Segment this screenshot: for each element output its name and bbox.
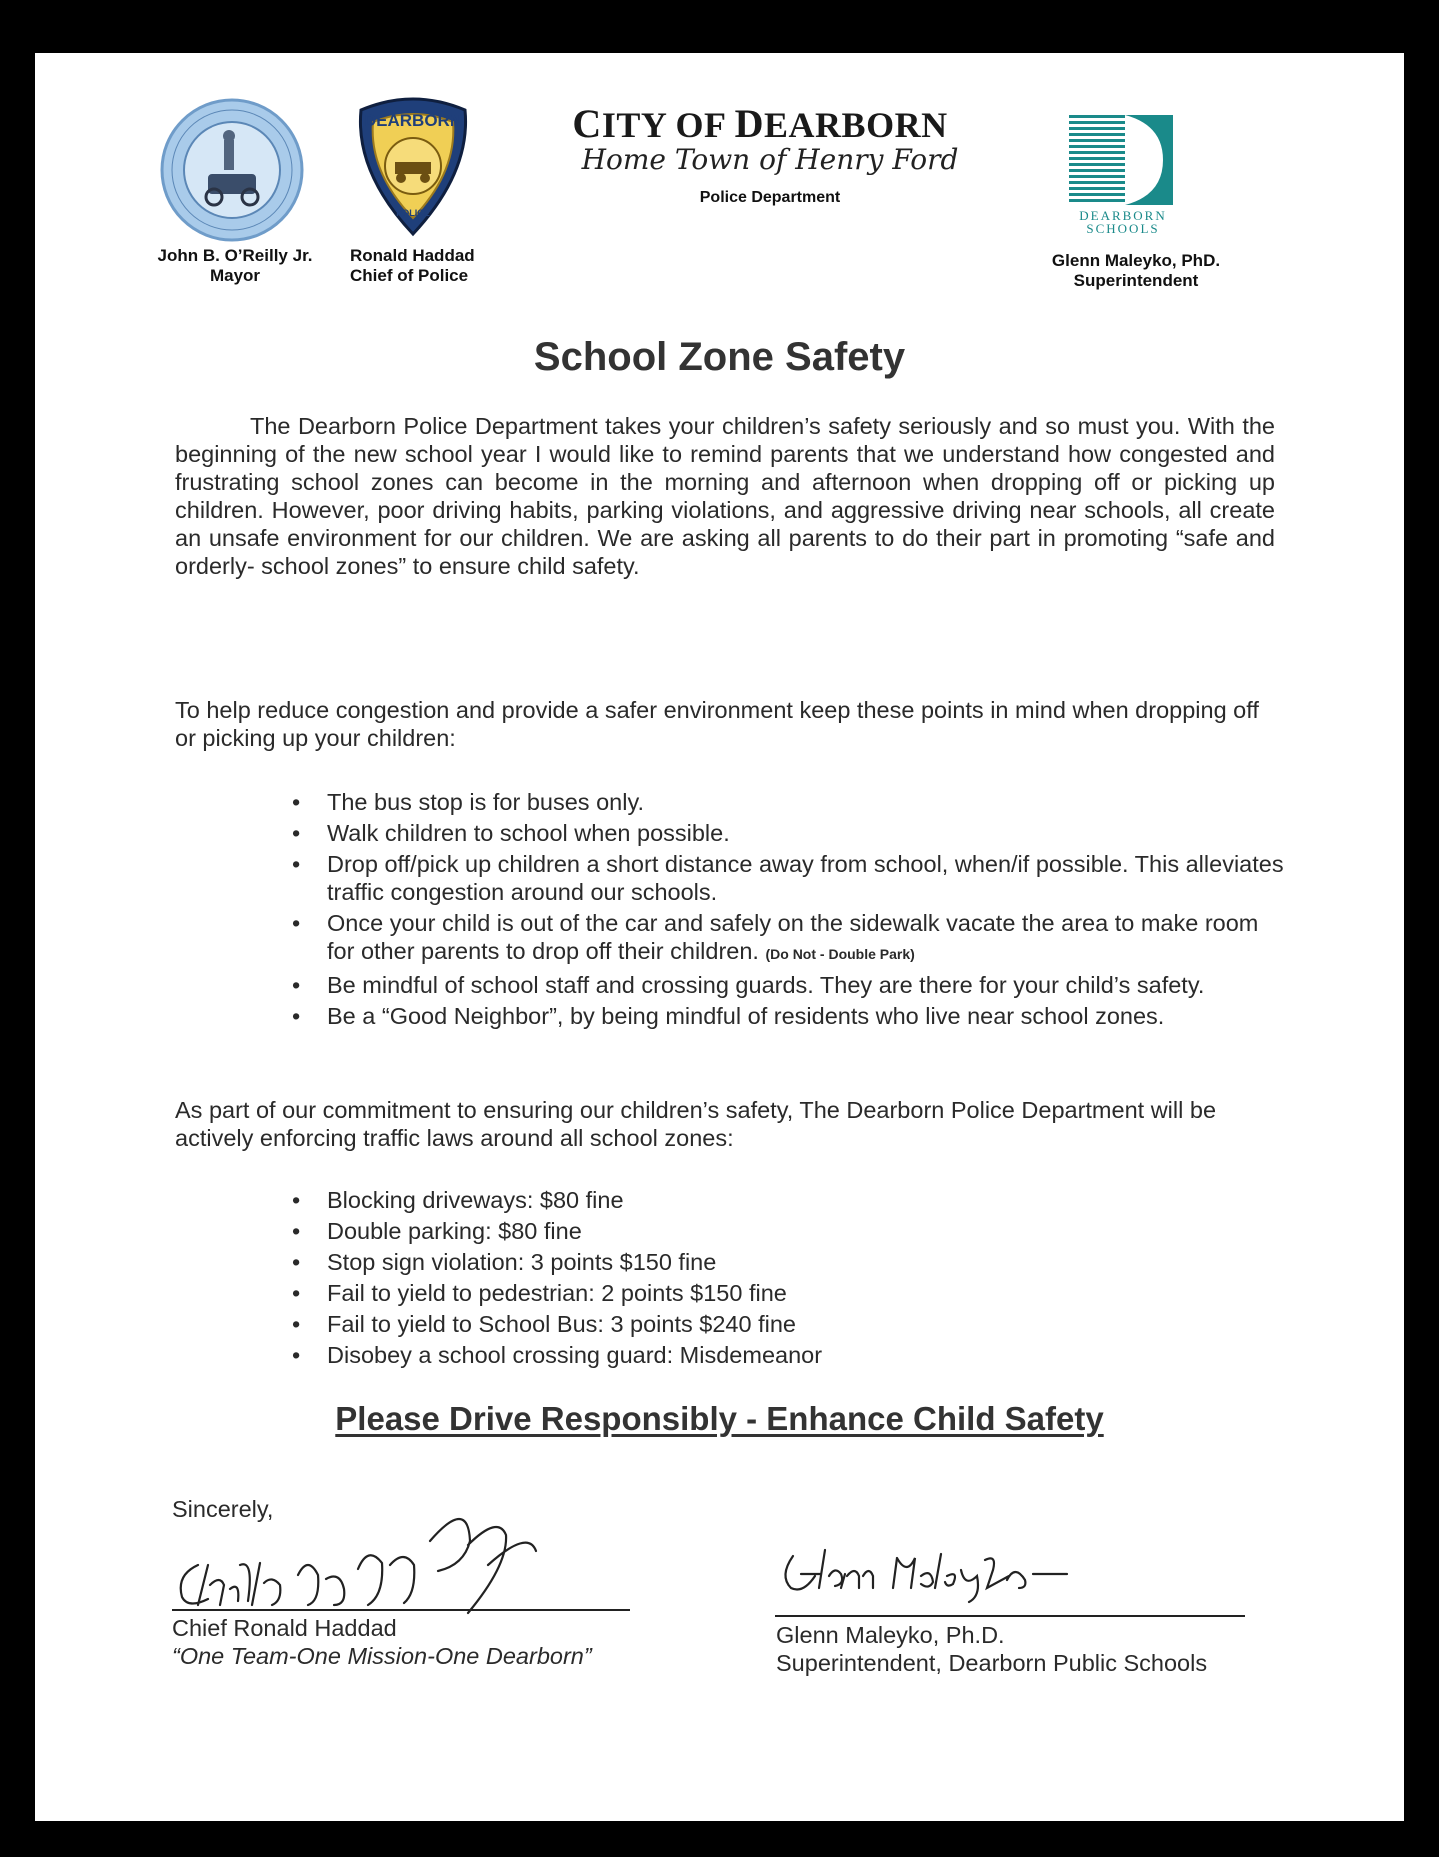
badge-subtext: POLICE bbox=[396, 208, 430, 218]
dearborn-schools-logo bbox=[1063, 109, 1183, 239]
list-item bbox=[255, 850, 1285, 906]
mayor-name: John B. O’Reilly Jr. bbox=[157, 246, 313, 265]
fine-text: Disobey a school crossing guard: Misdemeanor bbox=[327, 1342, 823, 1368]
police-badge-logo bbox=[351, 92, 475, 238]
city-name-heading bbox=[530, 100, 990, 147]
bullet-icon: • bbox=[292, 1342, 301, 1368]
city-name-earborn: EARBORN bbox=[764, 105, 948, 145]
chief-signature bbox=[168, 1505, 608, 1615]
page-title: School Zone Safety bbox=[533, 335, 906, 379]
fine-text: Double parking: $80 fine bbox=[327, 1218, 582, 1244]
tip-text: Walk children to school when possible. bbox=[327, 820, 730, 846]
list-item bbox=[255, 1002, 1285, 1030]
chief-signatory-block bbox=[172, 1614, 592, 1670]
tip-text: Be mindful of school staff and crossing guards. They are there for your child’s safety. bbox=[327, 972, 1205, 998]
list-item bbox=[255, 1341, 1285, 1369]
superintendent-title: Superintendent bbox=[1073, 271, 1199, 290]
list-item bbox=[255, 909, 1285, 968]
bullet-icon: • bbox=[292, 1311, 301, 1337]
tip-text: Be a “Good Neighbor”, by being mindful of residents who live near school zones. bbox=[327, 1003, 1165, 1029]
superintendent-signatory-title: Superintendent, Dearborn Public Schools bbox=[776, 1650, 1208, 1676]
chief-motto: “One Team-One Mission-One Dearborn” bbox=[172, 1643, 592, 1669]
bullet-icon: • bbox=[292, 851, 301, 877]
superintendent-name: Glenn Maleyko, PhD. bbox=[1051, 251, 1221, 270]
mayor-caption bbox=[150, 246, 320, 286]
city-name-ity-of: ITY OF bbox=[601, 105, 735, 145]
city-name-d: D bbox=[734, 101, 765, 146]
list-item bbox=[255, 971, 1285, 999]
list-item bbox=[255, 1186, 1285, 1214]
bullet-icon: • bbox=[292, 820, 301, 846]
enforcement-paragraph: As part of our commitment to ensuring our children’s safety, The Dearborn Police Department will be actively enforcing traffic laws around all school zones: bbox=[175, 1097, 1217, 1151]
chief-caption bbox=[350, 246, 510, 286]
bullet-icon: • bbox=[292, 972, 301, 998]
chief-title: Chief of Police bbox=[350, 266, 469, 285]
closing-text: Sincerely, bbox=[172, 1496, 274, 1522]
bullet-icon: • bbox=[292, 910, 301, 936]
tip-text: The bus stop is for buses only. bbox=[327, 789, 644, 815]
fines-list bbox=[255, 1186, 1285, 1372]
bullet-icon: • bbox=[292, 1249, 301, 1275]
bullet-icon: • bbox=[292, 1218, 301, 1244]
department-name: Police Department bbox=[699, 189, 841, 206]
city-seal-logo bbox=[158, 96, 306, 244]
superintendent-caption bbox=[1026, 251, 1246, 291]
list-item bbox=[255, 788, 1285, 816]
bullet-icon: • bbox=[292, 789, 301, 815]
tips-list bbox=[255, 788, 1285, 1033]
fine-text: Fail to yield to School Bus: 3 points $240 fine bbox=[327, 1311, 796, 1337]
superintendent-signatory-name: Glenn Maleyko, Ph.D. bbox=[776, 1622, 1005, 1648]
signature-line-right bbox=[775, 1615, 1245, 1617]
fine-text: Fail to yield to pedestrian: 2 points $150 fine bbox=[327, 1280, 787, 1306]
list-item bbox=[255, 1279, 1285, 1307]
badge-text: DEARBORN bbox=[363, 111, 463, 130]
list-item bbox=[255, 1248, 1285, 1276]
bullet-icon: • bbox=[292, 1280, 301, 1306]
list-item bbox=[255, 1310, 1285, 1338]
city-name-c: C bbox=[572, 101, 602, 146]
list-item bbox=[255, 1217, 1285, 1245]
tip-text: Once your child is out of the car and safely on the sidewalk vacate the area to make room for other parents to drop off their children. bbox=[327, 910, 1259, 964]
fine-text: Stop sign violation: 3 points $150 fine bbox=[327, 1249, 717, 1275]
tip-text: Drop off/pick up children a short distance away from school, when/if possible. This alleviates traffic congestion around our schools. bbox=[327, 851, 1284, 905]
list-item bbox=[255, 819, 1285, 847]
bullet-icon: • bbox=[292, 1003, 301, 1029]
bullet-icon: • bbox=[292, 1187, 301, 1213]
schools-logo-line2: SCHOOLS bbox=[1086, 221, 1160, 236]
signature-line-left bbox=[172, 1609, 630, 1611]
schools-logo-line1: DEARBORN bbox=[1079, 208, 1167, 223]
mayor-title: Mayor bbox=[209, 266, 261, 285]
safety-tagline: Please Drive Responsibly - Enhance Child Safety bbox=[335, 1400, 1104, 1437]
chief-name: Ronald Haddad bbox=[350, 246, 475, 265]
tips-intro-paragraph: To help reduce congestion and provide a safer environment keep these points in mind when dropping off or picking up your children: bbox=[175, 697, 1259, 751]
superintendent-signatory-block bbox=[776, 1621, 1207, 1677]
home-town-tagline: Home Town of Henry Ford bbox=[581, 143, 959, 176]
chief-signatory-name: Chief Ronald Haddad bbox=[172, 1615, 397, 1641]
double-park-note: (Do Not - Double Park) bbox=[765, 946, 915, 962]
intro-paragraph: The Dearborn Police Department takes your children’s safety seriously and so must you. With the beginning of the new school year I would like to remind parents that we understand how congested and frustrating school zones can become in the morning and afternoon when dropping off or picking up children. However, poor driving habits, parking violations, and aggressive driving near schools, all create an unsafe environment for our children. We are asking all parents to do their part in promoting “safe and orderly- school zones” to ensure child safety. bbox=[175, 413, 1275, 579]
superintendent-signature bbox=[775, 1536, 1075, 1606]
fine-text: Blocking driveways: $80 fine bbox=[327, 1187, 624, 1213]
